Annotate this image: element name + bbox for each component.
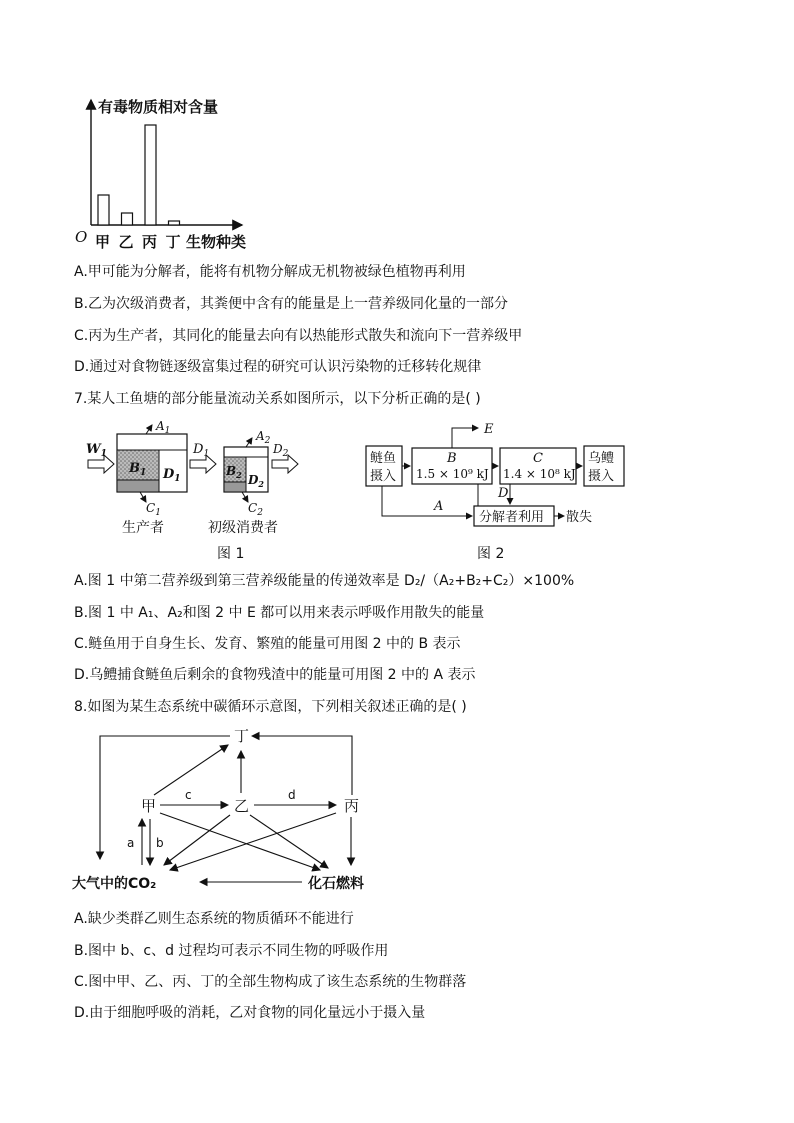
bar-3 [145,125,156,225]
category-labels [95,233,181,251]
a2-label: $A_2$ [256,429,271,446]
q7-option-b: B.图 1 中 A₁、A₂和图 2 中 E 都可以用来表示呼吸作用散失的能量 [74,605,485,621]
category-label: 甲 [95,233,111,251]
q7-option-d: D.乌鳢捕食鲢鱼后剩余的食物残渣中的能量可用图 2 中的 A 表示 [74,667,476,683]
node-jia: 甲 [141,797,157,815]
producer-label: 生产者 [122,520,164,536]
c1-label: $C_1$ [146,501,161,518]
category-label: 丁 [165,233,181,251]
q7-option-a: A.图 1 中第二营养级到第三营养级能量的传递效率是 D₂/（A₂+B₂+C₂）×100% [74,573,575,589]
q8-stem: 8.如图为某生态系统中碳循环示意图，下列相关叙述正确的是( ) [74,699,467,715]
figure-1-caption: 图 1 [217,546,245,562]
q7-figure-2 [360,420,640,565]
w1-label: $W_1$ [86,442,107,459]
a-label: A [434,499,444,514]
wuli-label: 乌鳢 [588,451,615,466]
c-letter: C [533,451,543,466]
a-arrow [382,486,472,516]
q7-stem: 7.某人工鱼塘的部分能量流动关系如图所示，以下分析正确的是( ) [74,391,481,407]
lianyu-intake-label: 摄入 [370,469,397,484]
arrow-yi-to-fossil [250,815,328,868]
node-fossil-fuel: 化石燃料 [308,876,364,892]
q8-option-c: C.图中甲、乙、丙、丁的全部生物构成了该生态系统的生物群落 [74,974,467,990]
d1-arrow-label: $D_1$ [193,442,210,459]
q8-option-a: A.缺少类群乙则生态系统的物质循环不能进行 [74,911,354,927]
c2-label: $C_2$ [248,501,263,518]
category-label: 乙 [118,233,134,251]
q8-option-b: B.图中 b、c、d 过程均可表示不同生物的呼吸作用 [74,943,389,959]
e-label: E [484,422,494,437]
q7-figure-1 [80,420,320,565]
figure-2-caption: 图 2 [477,546,505,562]
a1-arrow [146,425,152,434]
q6-option-d: D.通过对食物链逐级富集过程的研究可认识污染物的迁移转化规律 [74,359,482,375]
e-arrow [452,428,478,448]
decomposer-label: 分解者利用 [479,510,545,525]
origin-label: O [75,228,88,246]
category-label: 丙 [142,233,158,251]
d-label: D [498,486,509,501]
arrow-yi-to-co2 [164,815,230,865]
bar-4 [169,221,180,225]
bars [98,125,180,225]
q6-option-b: B.乙为次级消费者，其粪便中含有的能量是上一营养级同化量的一部分 [74,296,509,312]
b2-label: $B_2$ [226,464,242,480]
label-a: a [127,836,135,850]
wuli-intake-label: 摄入 [588,469,615,484]
b-value: 1.5 × 10⁹ kJ [416,467,489,481]
d1-box-label: $D_1$ [163,467,181,484]
bar-2 [122,213,133,225]
q8-option-d: D.由于细胞呼吸的消耗，乙对食物的同化量远小于摄入量 [74,1005,426,1021]
label-c: c [185,788,192,802]
loss-label: 散失 [566,510,593,525]
label-b: b [156,836,164,850]
arrow-jia-to-fossil [160,813,320,870]
carbon-cycle-diagram [70,725,390,895]
y-axis-label: 有毒物质相对含量 [98,98,219,116]
q6-option-a: A.甲可能为分解者，能将有机物分解成无机物被绿色植物再利用 [74,264,466,280]
arrow-ding-to-co2 [100,736,230,859]
bar-1 [98,195,109,225]
c-value: 1.4 × 10⁸ kJ [503,467,576,481]
arrow-bing-to-ding [252,736,352,795]
node-yi: 乙 [234,797,250,815]
consumer-label: 初级消费者 [208,520,278,536]
x-axis-label: 生物种类 [186,233,247,251]
d2-box-label: $D_2$ [248,473,264,489]
q7-option-c: C.鲢鱼用于自身生长、发育、繁殖的能量可用图 2 中的 B 表示 [74,636,461,652]
a1-label: $A_1$ [156,420,171,436]
node-bing: 丙 [344,797,360,815]
node-atmosphere-co2: 大气中的CO₂ [72,876,157,892]
node-ding: 丁 [234,727,250,745]
b-letter: B [447,451,457,466]
d2-arrow-label: $D_2$ [273,442,289,459]
b1-label: $B_1$ [129,461,147,478]
toxin-bar-chart [70,92,270,257]
lianyu-label: 鲢鱼 [370,451,397,466]
q6-option-c: C.丙为生产者，其同化的能量去向有以热能形式散失和流向下一营养级甲 [74,328,523,344]
a2-arrow [246,438,252,447]
label-d: d [288,788,296,802]
